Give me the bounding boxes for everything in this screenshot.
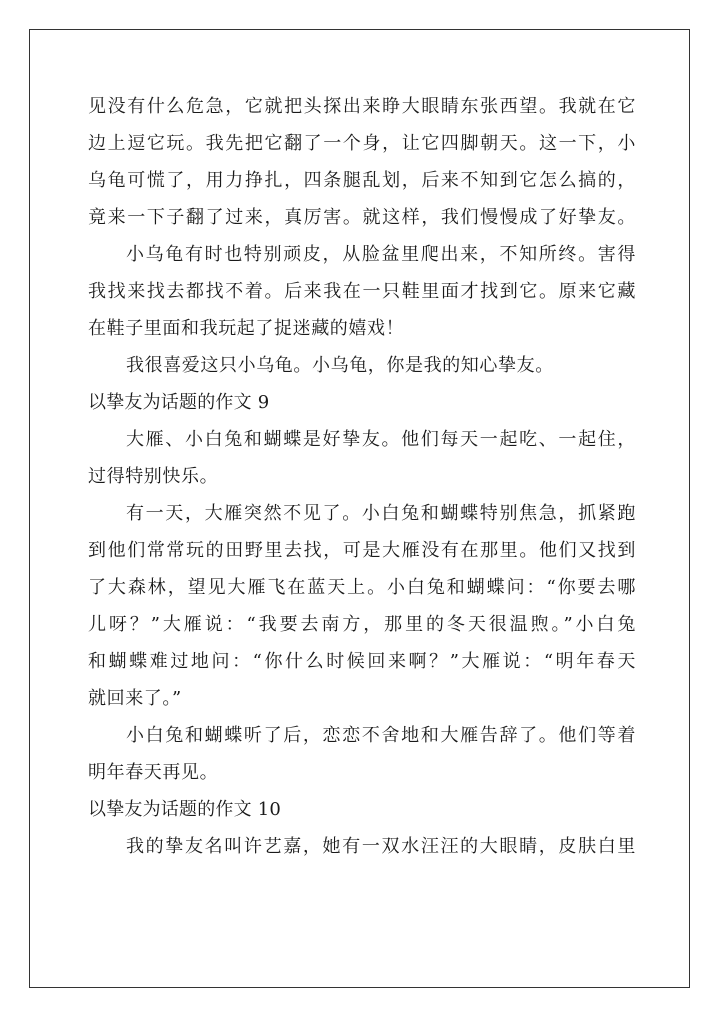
text-line: 我的挚友名叫许艺嘉，她有一双水汪汪的大眼睛，皮肤白里 (126, 836, 636, 857)
text-line: 我很喜爱这只小乌龟。小乌龟，你是我的知心挚友。 (126, 355, 554, 376)
section-heading: 以挚友为话题的作文 9 (88, 392, 270, 413)
text-line: 竟来一下子翻了过来，真厉害。就这样，我们慢慢成了好挚友。 (88, 207, 636, 228)
text-line: 见没有什么危急，它就把头探出来睁大眼睛东张西望。我就在它 (88, 96, 636, 117)
text-line: 有一天，大雁突然不见了。小白兔和蝴蝶特别焦急，抓紧跑 (126, 503, 636, 524)
text-line: 和蝴蝶难过地问：“你什么时候回来啊？”大雁说：“明年春天 (88, 651, 636, 672)
text-line: 在鞋子里面和我玩起了捉迷藏的嬉戏！ (88, 318, 405, 339)
text-line: 到他们常常玩的田野里去找，可是大雁没有在那里。他们又找到 (88, 540, 636, 561)
text-line: 儿呀？”大雁说：“我要去南方，那里的冬天很温煦。”小白兔 (88, 614, 636, 635)
text-line: 小乌龟有时也特别顽皮，从脸盆里爬出来，不知所终。害得 (126, 244, 636, 265)
text-line: 了大森林，望见大雁飞在蓝天上。小白兔和蝴蝶问：“你要去哪 (88, 577, 636, 598)
text-line: 就回来了。” (88, 688, 182, 709)
text-line: 大雁、小白兔和蝴蝶是好挚友。他们每天一起吃、一起住， (126, 429, 636, 450)
document-body (88, 88, 636, 865)
section-heading: 以挚友为话题的作文 10 (88, 799, 282, 820)
text-line: 小白兔和蝴蝶听了后，恋恋不舍地和大雁告辞了。他们等着 (126, 725, 636, 746)
text-line: 我找来找去都找不着。后来我在一只鞋里面才找到它。原来它藏 (88, 281, 636, 302)
text-line: 过得特别快乐。 (88, 466, 219, 487)
text-line: 乌龟可慌了，用力挣扎，四条腿乱划，后来不知到它怎么搞的， (88, 170, 636, 191)
text-line: 明年春天再见。 (88, 762, 219, 783)
text-line: 边上逗它玩。我先把它翻了一个身，让它四脚朝天。这一下，小 (88, 133, 636, 154)
